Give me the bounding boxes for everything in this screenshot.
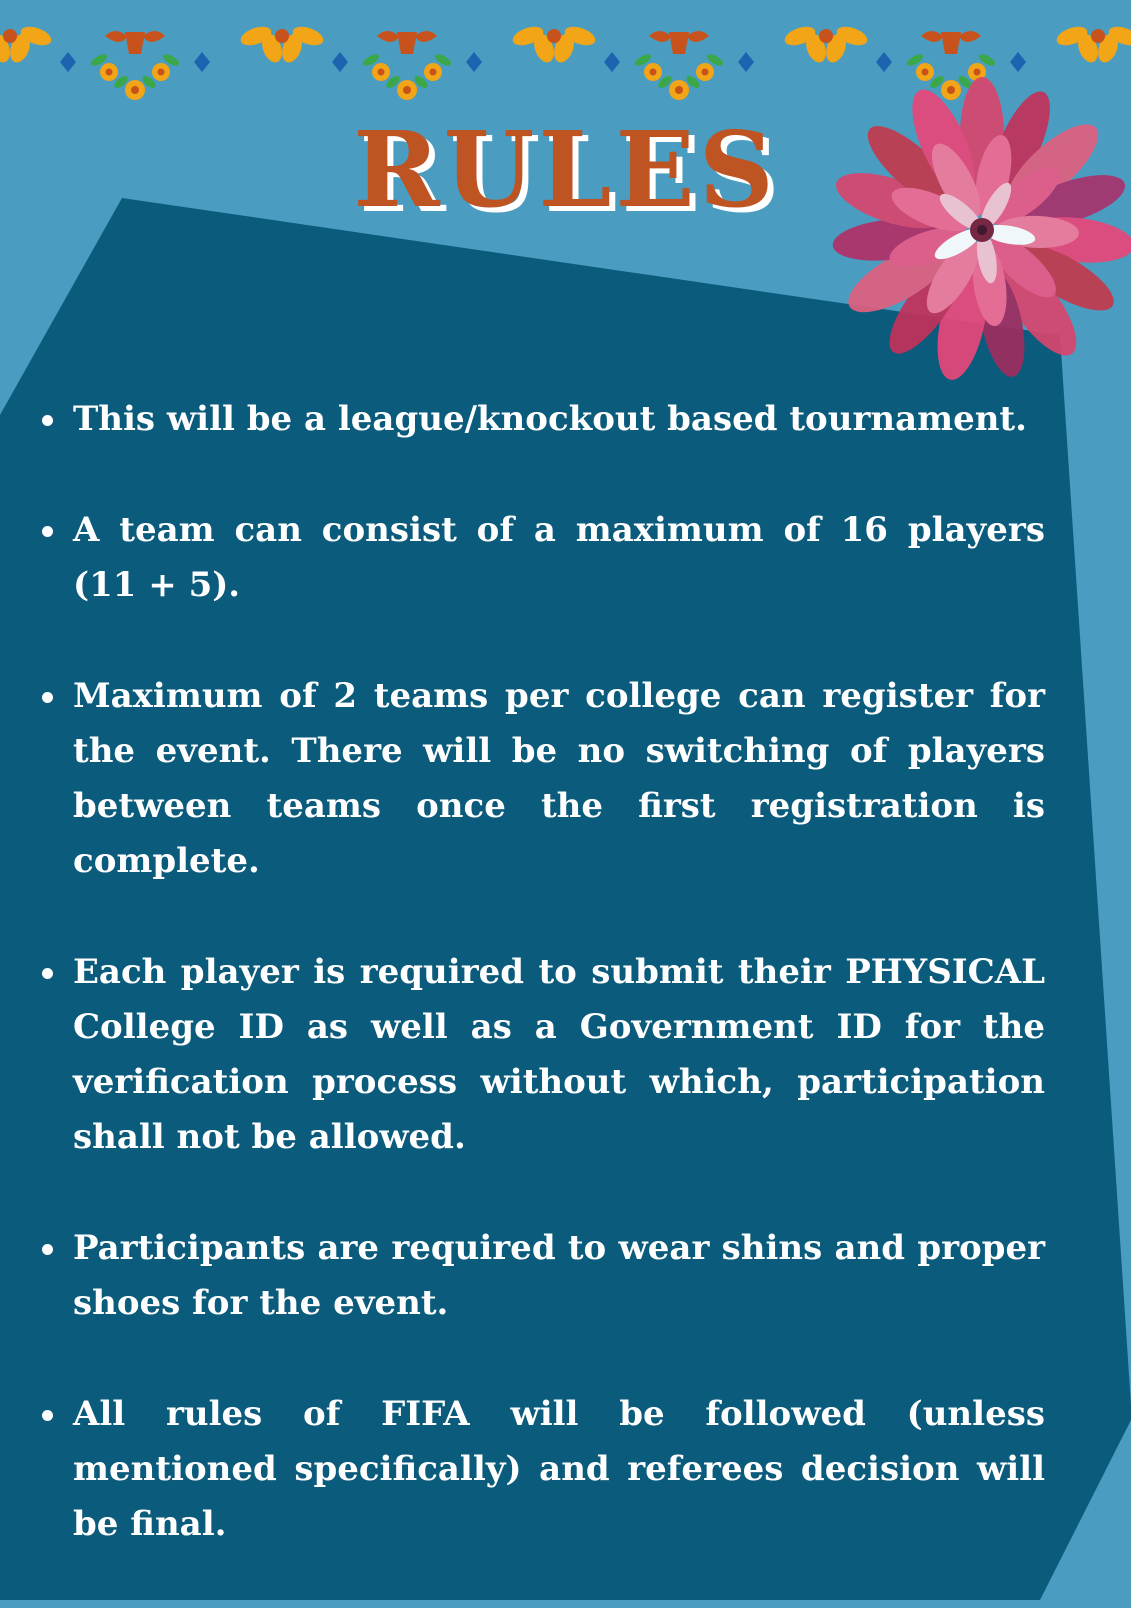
rules-list <box>40 392 1045 1608</box>
bullet-icon <box>42 415 53 426</box>
rule-item <box>40 669 1045 889</box>
rule-text: Maximum of 2 teams per college can register for the event. There will be no switching of players between teams once the first registration is complete. <box>73 676 1045 881</box>
rule-text: This will be a league/knockout based tournament. <box>73 399 1027 439</box>
watercolor-flower-icon <box>832 75 1131 385</box>
bullet-icon <box>42 1410 53 1421</box>
rule-item <box>40 392 1045 447</box>
rule-text: Each player is required to submit their PHYSICAL College ID as well as a Government ID for the verification process without which, participation shall not be allowed. <box>73 952 1045 1157</box>
rule-item <box>40 945 1045 1165</box>
bullet-icon <box>42 692 53 703</box>
bullet-icon <box>42 968 53 979</box>
rule-text: All rules of FIFA will be followed (unless mentioned specifically) and referees decision will be final. <box>73 1394 1045 1544</box>
rule-item <box>40 503 1045 613</box>
rule-item <box>40 1221 1045 1331</box>
bullet-icon <box>42 1244 53 1255</box>
rule-text: A team can consist of a maximum of 16 players (11 + 5). <box>73 510 1045 605</box>
rule-item <box>40 1387 1045 1552</box>
rule-text: Participants are required to wear shins and proper shoes for the event. <box>73 1228 1045 1323</box>
page-title: RULES <box>353 108 778 231</box>
bullet-icon <box>42 526 53 537</box>
